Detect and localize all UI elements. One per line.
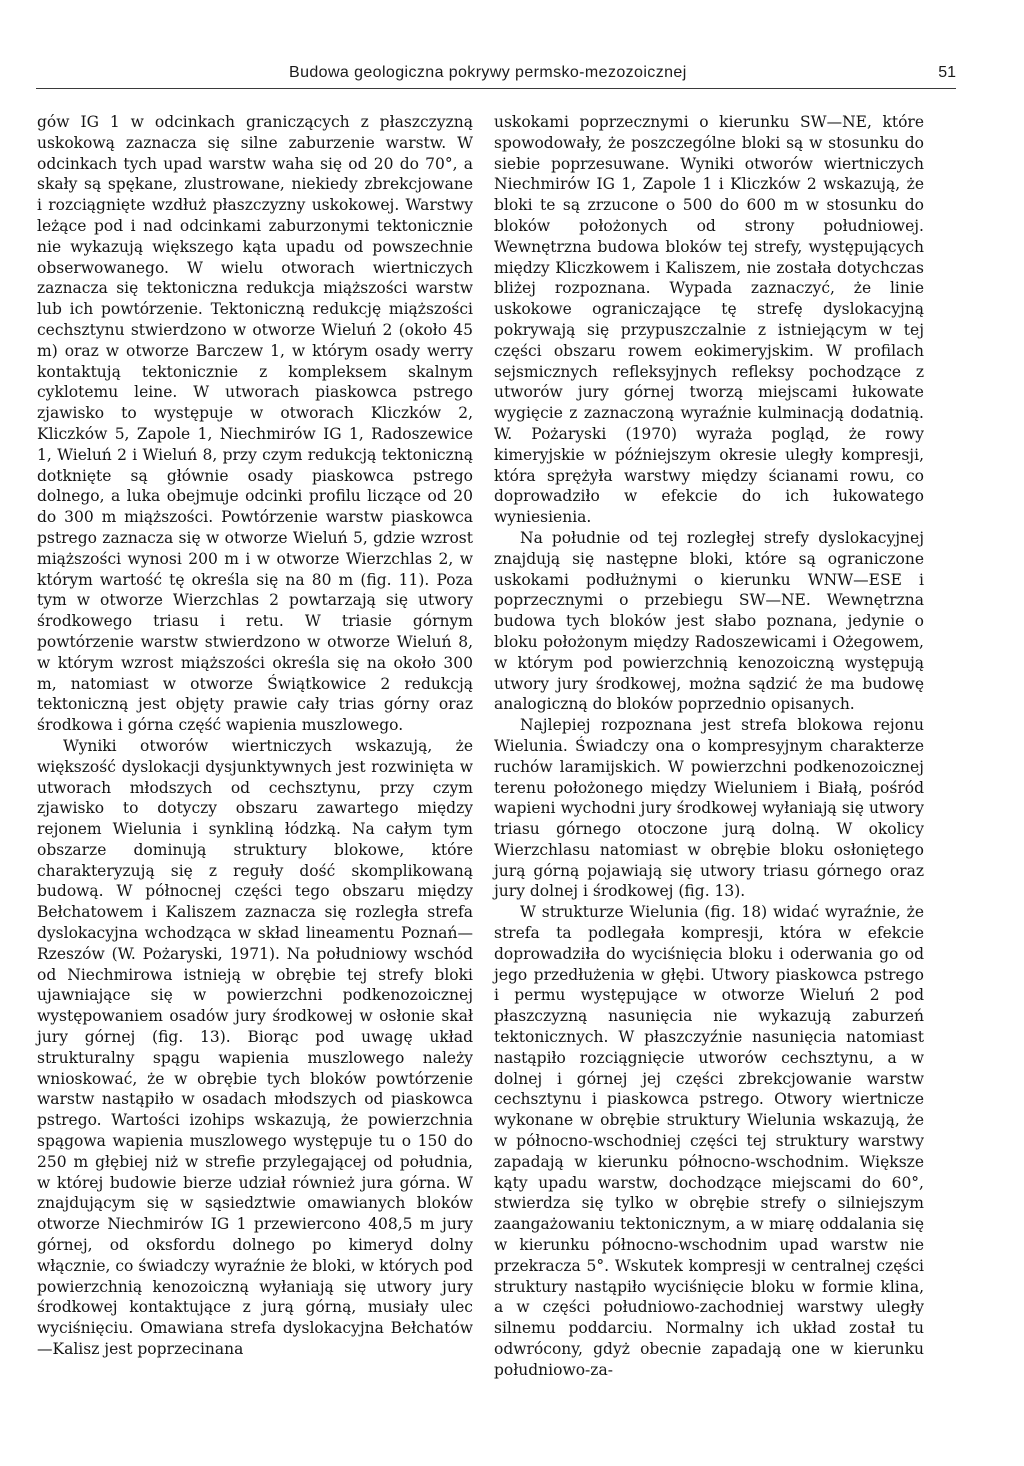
left-column — [37, 112, 473, 1360]
paragraph: W strukturze Wielunia (fig. 18) widać wyraźnie, że strefa ta podlegała kompresji, która w efekcie doprowadziła do wyciśnięcia bloku i oderwania go od jego przedłużenia w głębi. Utwory piaskowca pstrego i permu występujące w otworze Wieluń 2 pod płaszczyzną nasunięcia nie wykazują zaburzeń tektonicznych. W płaszczyźnie nasunięcia natomiast nastąpiło rozciągnięcie utworów cechsztynu, a w dolnej i górnej jej części zbrekcjowanie warstw cechsztynu i piaskowca pstrego. Otwory wiertnicze wykonane w obrębie struktury Wielunia wskazują, że w północno-wschodniej części tej struktury warstwy zapadają w kierunku północno-wschodnim. Większe kąty upadu warstw, dochodzące miejscami do 60°, stwierdza się tylko w obrębie strefy o silniejszym zaangażowaniu tektonicznym, a w miarę oddalania się w kierunku północno-wschodnim upad warstw nie przekracza 5°. Wskutek kompresji w centralnej części struktury nastąpiło wyciśnięcie bloku w formie klina, a w części południowo-zachodniej warstwy uległy silnemu poddarciu. Normalny ich układ został tu odwrócony, gdyż obecnie zapadają one w kierunku południowo-za- — [494, 903, 924, 1379]
page-number: 51 — [938, 64, 956, 81]
paragraph: Wyniki otworów wiertniczych wskazują, że większość dyslokacji dysjunktywnych jest rozwinięta w utworach młodszych od cechsztynu, przy czym zjawisko to dotyczy obszaru zawartego między rejonem Wielunia i synkliną łódzką. Na całym tym obszarze dominują struktury blokowe, które charakteryzują się z reguły dość skomplikowaną budową. W północnej części tego obszaru między Bełchatowem i Kaliszem zaznacza się rozległa strefa dyslokacyjna wchodząca w skład lineamentu Poznań—Rzeszów (W. Pożaryski, 1971). Na południowy wschód od Niechmirowa istnieją w obrębie tej strefy bloki ujawniające się w powierzchni podkenozoicznej występowaniem osadów jury środkowej w osłonie skał jury górnej (fig. 13). Biorąc pod uwagę układ strukturalny spągu wapienia muszlowego należy wnioskować, że w obrębie tych bloków powtórzenie warstw nastąpiło w osadach młodszych od piaskowca pstrego. Wartości izohips wskazują, że powierzchnia spągowa wapienia muszlowego występuje tu o 150 do 250 m głębiej niż w strefie przylegającej od południa, w której budowie bierze udział również jura górna. W znajdującym się w sąsiedztwie omawianych bloków otworze Niechmirów IG 1 przewiercono 408,5 m jury górnej, od oksfordu dolnego po kimeryd dolny włącznie, co świadczy wyraźnie że bloki, w których pod powierzchnią kenozoiczną wyłaniają się utwory jury środkowej kontaktujące z jurą górną, musiały ulec wyciśnięciu. Omawiana strefa dyslokacyjna Bełchatów—Kalisz jest poprzecinana — [37, 736, 473, 1359]
paragraph: Na południe od tej rozległej strefy dyslokacyjnej znajdują się następne bloki, które są ograniczone uskokami podłużnymi o kierunku WNW—ESE i poprzecznymi o przebiegu SW—NE. Wewnętrzna budowa tych bloków jest słabo poznana, jedynie o bloku położonym między Radoszewicami i Ożegowem, w którym pod powierzchnią kenozoiczną występują utwory jury środkowej, można sądzić że ma budowę analogiczną do bloków poprzednio opisanych. — [494, 528, 924, 714]
running-header — [36, 64, 956, 90]
right-column — [494, 112, 924, 1381]
running-title: Budowa geologiczna pokrywy permsko-mezozoicznej — [289, 64, 687, 81]
paragraph: gów IG 1 w odcinkach graniczących z płaszczyzną uskokową zaznacza się silne zaburzenie warstw. W odcinkach tych upad warstw waha się od 20 do 70°, a skały są spękane, zlustrowane, niekiedy zbrekcjowane i rozciągnięte wzdłuż płaszczyzny uskokowej. Warstwy leżące pod i nad odcinkami zaburzonymi tektonicznie nie wykazują większego kąta upadu od powszechnie obserwowanego. W wielu otworach wiertniczych zaznacza się tektoniczna redukcja miąższości warstw lub ich powtórzenie. Tektoniczną redukcję miąższości cechsztynu stwierdzono w otworze Wieluń 2 (około 45 m) oraz w otworze Barczew 1, w którym osady werry kontaktują tektonicznie z kompleksem skalnym cyklotemu leine. W utworach piaskowca pstrego zjawisko to występuje w otworach Kliczków 2, Kliczków 5, Zapole 1, Niechmirów IG 1, Radoszewice 1, Wieluń 2 i Wieluń 8, przy czym redukcją tektoniczną dotknięte są głównie osady piaskowca pstrego dolnego, a luka obejmuje odcinki profilu liczące od 20 do 300 m miąższości. Powtórzenie warstw piaskowca pstrego zaznacza się w otworze Wieluń 5, gdzie wzrost miąższości wynosi 200 m i w otworze Wierzchlas 2, w którym wartość tę określa się na 80 m (fig. 11). Poza tym w otworze Wierzchlas 2 powtarzają się utwory środkowego triasu i retu. W triasie górnym powtórzenie warstw stwierdzono w otworze Wieluń 8, w którym wzrost miąższości określa się na około 300 m, natomiast w otworze Świątkowice 2 redukcją tektoniczną jest objęty prawie cały trias górny oraz środkowa i górna część wapienia muszlowego. — [37, 113, 473, 735]
header-rule — [36, 88, 956, 89]
paragraph: uskokami poprzecznymi o kierunku SW—NE, które spowodowały, że poszczególne bloki są w stosunku do siebie poprzesuwane. Wyniki otworów wiertniczych Niechmirów IG 1, Zapole 1 i Kliczków 2 wskazują, że bloki te są zrzucone o 500 do 600 m w stosunku do bloków położonych od strony południowej. Wewnętrzna budowa bloków tej strefy, występujących między Kliczkowem i Kaliszem, nie została dotychczas bliżej rozpoznana. Wypada zaznaczyć, że linie uskokowe ograniczające tę strefę dyslokacyjną pokrywają się przypuszczalnie z istniejącym w tej części obszaru rowem eokimeryjskim. W profilach sejsmicznych refleksyjnych refleksy pochodzące z utworów jury górnej tworzą miejscami łukowate wygięcie z zaznaczoną wyraźnie kulminacją dodatnią. W. Pożaryski (1970) wyraża pogląd, że rowy kimeryjskie w późniejszym okresie uległy kompresji, która sprężyła warstwy między ścianami rowu, co doprowadziło w efekcie do ich łukowatego wyniesienia. — [494, 113, 924, 527]
paragraph: Najlepiej rozpoznana jest strefa blokowa rejonu Wielunia. Świadczy ona o kompresyjnym charakterze ruchów laramijskich. W powierzchni podkenozoicznej terenu położonego między Wieluniem i Białą, pośród wapieni wychodni jury środkowej wyłaniają się utwory triasu górnego otoczone jurą dolną. W okolicy Wierzchlasu natomiast w obrębie bloku osłoniętego jurą górną pojawiają się utwory triasu górnego oraz jury dolnej i środkowej (fig. 13). — [494, 716, 924, 901]
